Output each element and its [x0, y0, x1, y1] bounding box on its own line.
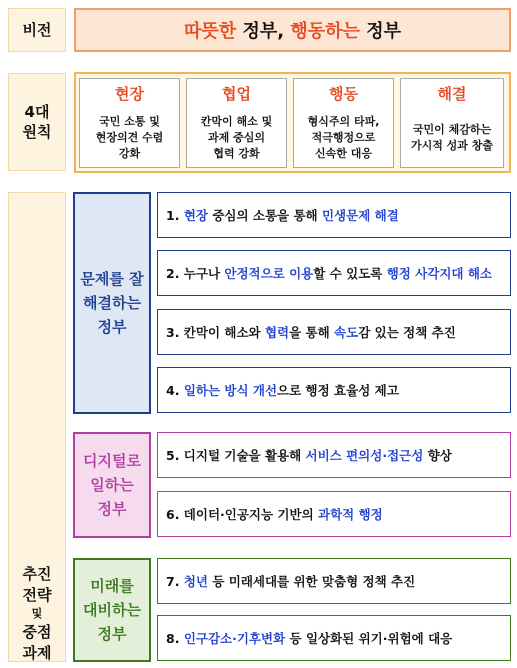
task-highlight-text: 협력	[264, 325, 290, 340]
strategy-label	[9, 564, 65, 664]
task-text: 5. 디지털 기술을 활용해	[166, 448, 306, 463]
principle-desc: 국민이 체감하는 가시적 성과 창출	[410, 123, 494, 152]
group-label-problem-solving: 문제를 잘 해결하는 정부	[73, 192, 151, 414]
vision-text-2: 정부	[359, 21, 401, 42]
task-text: 8.	[166, 630, 184, 646]
principle-desc: 형식주의 타파, 적극행정으로 신속한 대응	[307, 115, 380, 160]
task-6	[157, 491, 511, 537]
task-text: 할 수 있도록	[313, 266, 387, 281]
vision-text-1: 정부,	[236, 21, 291, 42]
task-text: 중심의 소통을 통해	[207, 208, 322, 223]
task-text: 7.	[166, 573, 184, 589]
vision-label: 비전	[8, 8, 66, 52]
task-text: 6. 데이터·인공지능 기반의	[166, 507, 319, 522]
principle-card-3	[293, 78, 394, 168]
principle-title: 협업	[222, 85, 251, 103]
task-highlight-text: 안정적으로 이용	[224, 266, 314, 281]
strategy-label-mid: 및	[31, 607, 43, 620]
task-highlight-text: 일하는 방식 개선	[183, 383, 278, 398]
task-text: 감 있는 정책 추진	[358, 325, 456, 340]
task-text: 등 미래세대를 위한 맞춤형 정책 추진	[207, 574, 416, 589]
task-highlight-text: 현장	[183, 208, 208, 223]
task-text: 을 통해	[289, 325, 335, 340]
task-highlight-text: 인구감소·기후변화	[183, 631, 286, 646]
strategy-label-bottom: 중점 과제	[22, 623, 52, 662]
task-1	[157, 192, 511, 238]
principle-title: 행동	[329, 85, 358, 103]
task-text: 4.	[166, 382, 184, 398]
principle-card-2	[186, 78, 287, 168]
task-text: 향상	[423, 448, 452, 463]
strategy-label-column	[8, 192, 66, 662]
task-4	[157, 367, 511, 413]
task-5	[157, 432, 511, 478]
vision-statement	[74, 8, 511, 52]
task-highlight-text: 과학적 행정	[318, 507, 383, 522]
principle-card-1	[79, 78, 180, 168]
task-text: 1.	[166, 207, 184, 223]
principle-title: 현장	[115, 85, 144, 103]
task-8	[157, 615, 511, 661]
task-highlight-text: 속도	[334, 325, 359, 340]
principle-title: 해결	[437, 85, 467, 103]
vision-highlight-1: 따뜻한	[184, 21, 237, 42]
group-label-future: 미래를 대비하는 정부	[73, 558, 151, 662]
task-text: 으로 행정 효율성 제고	[277, 383, 399, 398]
task-text: 2. 누구나	[166, 266, 225, 281]
task-text: 등 일상화된 위기·위험에 대응	[285, 631, 453, 646]
principle-card-4	[400, 78, 504, 168]
task-highlight-text: 청년	[183, 574, 208, 589]
task-7	[157, 558, 511, 604]
task-text: 3. 칸막이 해소와	[166, 325, 265, 340]
task-3	[157, 309, 511, 355]
task-2	[157, 250, 511, 296]
group-label-digital: 디지털로 일하는 정부	[73, 432, 151, 538]
strategy-label-top: 추진 전략	[22, 565, 52, 604]
task-highlight-text: 행정 사각지대 해소	[386, 266, 493, 281]
principle-desc: 국민 소통 및 현장의견 수렴 강화	[95, 115, 164, 160]
principles-label: 4대 원칙	[8, 73, 66, 171]
principle-desc: 칸막이 해소 및 과제 중심의 협력 강화	[200, 115, 273, 160]
task-highlight-text: 서비스 편의성·접근성	[305, 448, 424, 463]
vision-highlight-2: 행동하는	[290, 21, 360, 42]
task-highlight-text: 민생문제 해결	[321, 208, 399, 223]
